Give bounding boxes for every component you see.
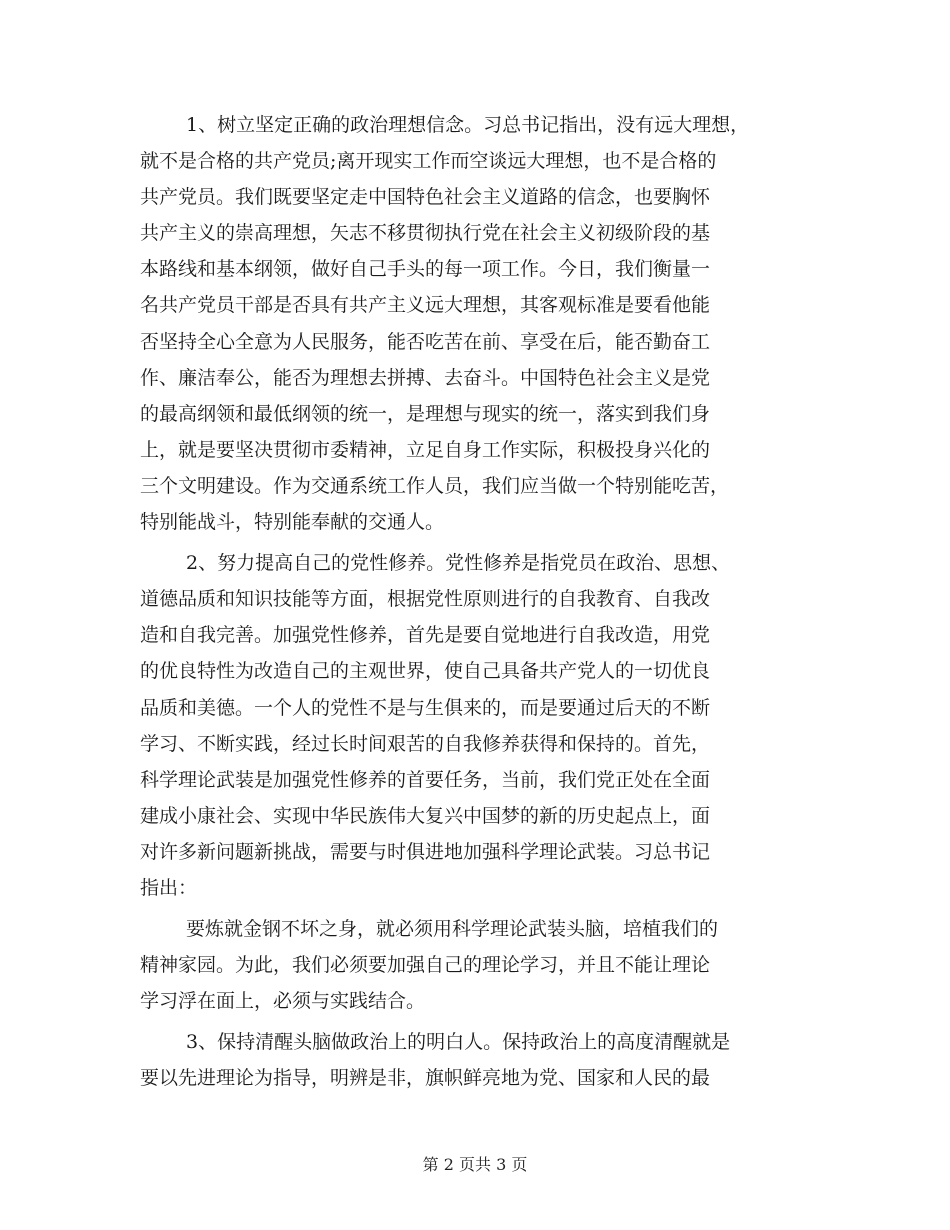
text-line: 的优良特性为改造自己的主观世界，使自己具备共产党人的一切优良 <box>140 660 711 683</box>
text-line: 三个文明建设。作为交通系统工作人员，我们应当做一个特别能吃苦， <box>140 474 730 497</box>
paragraph-3 <box>140 911 804 1019</box>
text-line: 本路线和基本纲领，做好自己手头的每一项工作。今日，我们衡量一 <box>140 258 711 281</box>
text-line: 作、廉洁奉公，能否为理想去拼搏、去奋斗。中国特色社会主义是党 <box>140 366 711 389</box>
text-line: 2、努力提高自己的党性修养。党性修养是指党员在政治、思想、 <box>186 552 731 575</box>
text-line: 的最高纲领和最低纲领的统一，是理想与现实的统一，落实到我们身 <box>140 402 711 425</box>
text-line: 建成小康社会、实现中华民族伟大复兴中国梦的新的历史起点上，面 <box>140 804 711 827</box>
paragraph-1 <box>140 107 804 540</box>
text-line: 科学理论武装是加强党性修养的首要任务，当前，我们党正处在全面 <box>140 768 711 791</box>
text-line: 精神家园。为此，我们必须要加强自己的理论学习，并且不能让理论 <box>140 954 711 977</box>
text-line: 就不是合格的共产党员;离开现实工作而空谈远大理想，也不是合格的 <box>140 150 717 173</box>
text-line: 道德品质和知识技能等方面，根据党性原则进行的自我教育、自我改 <box>140 588 711 611</box>
text-line: 造和自我完善。加强党性修养，首先是要自觉地进行自我改造，用党 <box>140 624 711 647</box>
document-body <box>140 107 804 1097</box>
text-line: 学习、不断实践，经过长时间艰苦的自我修养获得和保持的。首先， <box>140 732 711 755</box>
text-line: 特别能战斗，特别能奉献的交通人。 <box>140 511 445 534</box>
text-line: 共产党员。我们既要坚定走中国特色社会主义道路的信念，也要胸怀 <box>140 186 711 209</box>
text-line: 要炼就金钢不坏之身，就必须用科学理论武装头脑，培植我们的 <box>186 918 719 941</box>
text-line: 对许多新问题新挑战，需要与时俱进地加强科学理论武装。习总书记 <box>140 840 711 863</box>
text-line: 上，就是要坚决贯彻市委精神，立足自身工作实际，积极投身兴化的 <box>140 438 711 461</box>
text-line: 要以先进理论为指导，明辨是非，旗帜鲜亮地为党、国家和人民的最 <box>140 1067 711 1090</box>
text-line: 学习浮在面上，必须与实践结合。 <box>140 990 426 1013</box>
text-line: 品质和美德。一个人的党性不是与生俱来的，而是要通过后天的不断 <box>140 696 711 719</box>
text-line: 名共产党员干部是否具有共产主义远大理想，其客观标准是要看他能 <box>140 294 711 317</box>
paragraph-2 <box>140 545 804 906</box>
text-line: 1、树立坚定正确的政治理想信念。习总书记指出，没有远大理想， <box>186 114 750 136</box>
text-line: 否坚持全心全意为人民服务，能否吃苦在前、享受在后，能否勤奋工 <box>140 330 711 353</box>
text-line: 共产主义的崇高理想，矢志不移贯彻执行党在社会主义初级阶段的基 <box>140 222 711 245</box>
text-line: 3、保持清醒头脑做政治上的明白人。保持政治上的高度清醒就是 <box>186 1031 731 1054</box>
text-line: 指出： <box>140 876 198 899</box>
page-number-footer: 第 2 页共 3 页 <box>422 1155 528 1174</box>
paragraph-4 <box>140 1024 804 1096</box>
